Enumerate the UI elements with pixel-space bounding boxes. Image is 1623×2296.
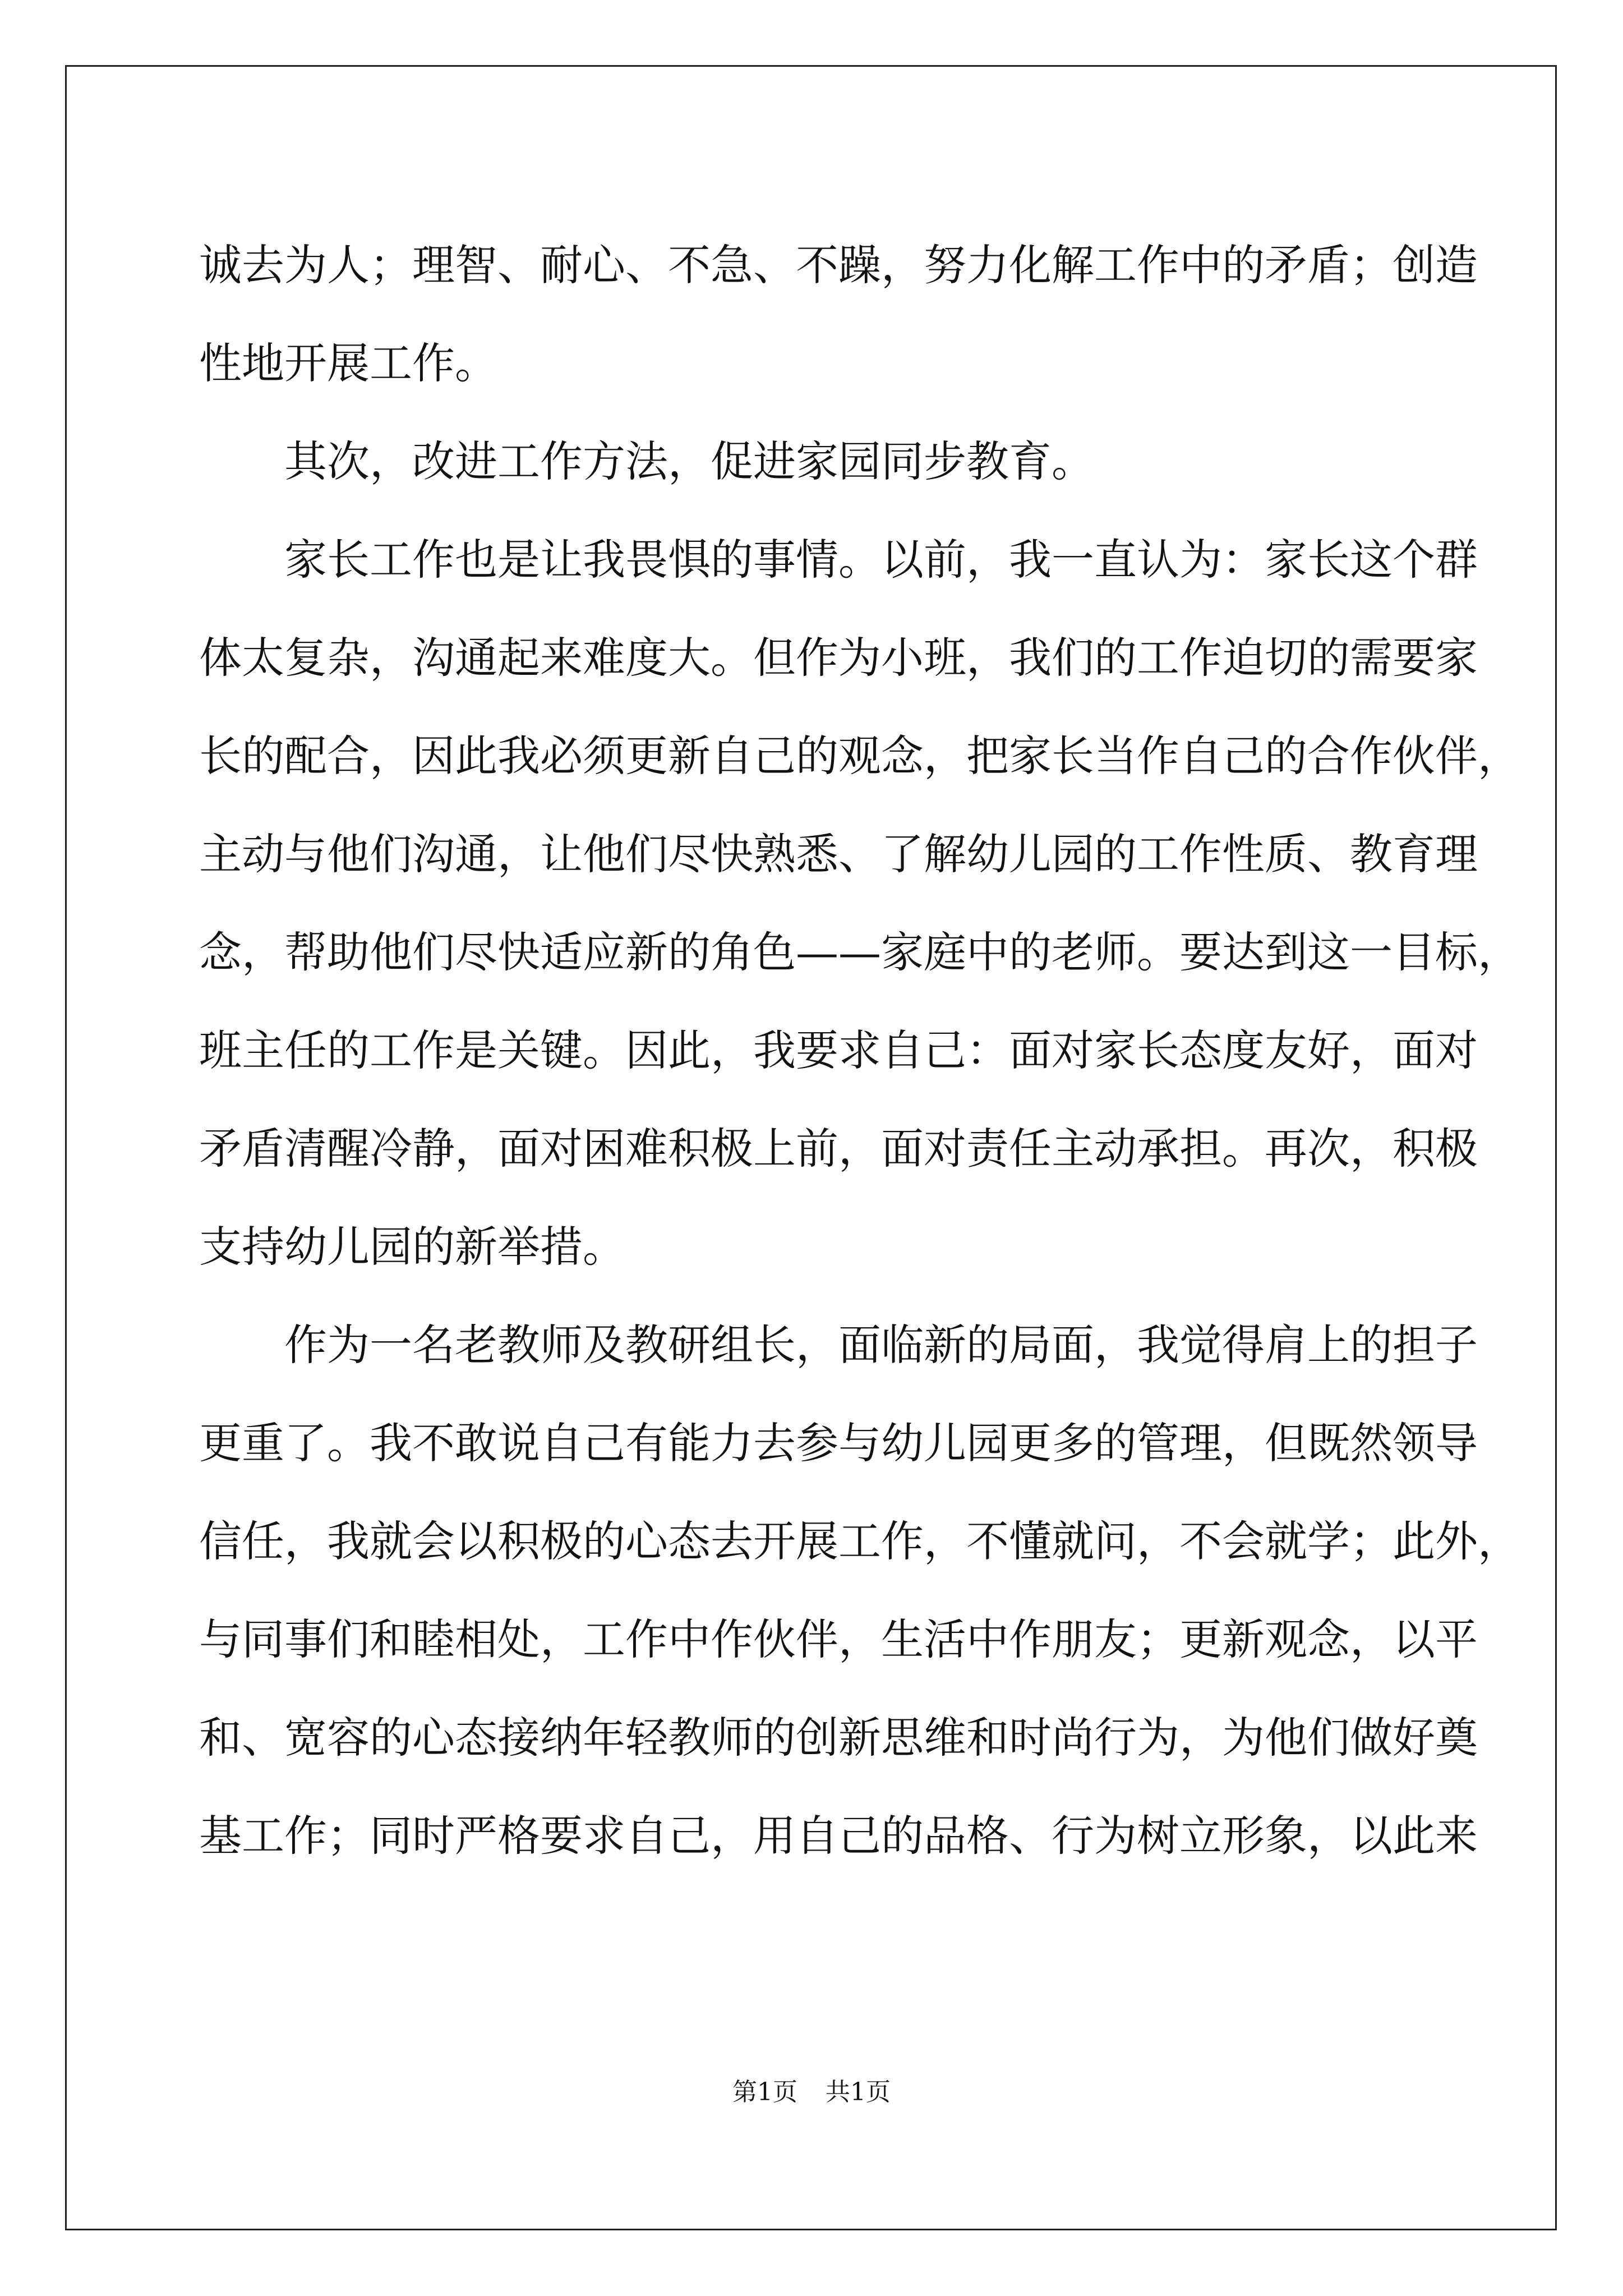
page-number: 第1页 (732, 2078, 797, 2106)
text-line: 性地开展工作。 (199, 338, 497, 388)
text-line: 念，帮助他们尽快适应新的角色——家庭中的老师。要达到这一目标， (199, 927, 1520, 977)
text-line: 家长工作也是让我畏惧的事情。以前，我一直认为：家长这个群 (284, 535, 1478, 585)
text-line: 与同事们和睦相处，工作中作伙伴，生活中作朋友；更新观念，以平 (199, 1614, 1478, 1664)
text-line: 班主任的工作是关键。因此，我要求自己：面对家长态度友好，面对 (199, 1025, 1478, 1075)
text-line: 作为一名老教师及教研组长，面临新的局面，我觉得肩上的担子 (284, 1320, 1478, 1370)
text-line: 支持幼儿园的新举措。 (199, 1222, 625, 1272)
document-body (199, 216, 1520, 1885)
page-footer (0, 2076, 1623, 2109)
text-line: 信任，我就会以积极的心态去开展工作，不懂就问，不会就学；此外， (199, 1516, 1520, 1566)
page-total: 共1页 (826, 2078, 891, 2106)
text-line: 体太复杂，沟通起来难度大。但作为小班，我们的工作迫切的需要家 (199, 633, 1478, 683)
text-line: 更重了。我不敢说自己有能力去参与幼儿园更多的管理，但既然领导 (199, 1418, 1478, 1468)
text-line: 基工作；同时严格要求自己，用自己的品格、行为树立形象，以此来 (199, 1811, 1478, 1861)
text-line: 矛盾清醒冷静，面对困难积极上前，面对责任主动承担。再次，积极 (199, 1124, 1478, 1174)
text-line: 长的配合，因此我必须更新自己的观念，把家长当作自己的合作伙伴， (199, 731, 1520, 781)
text-line: 主动与他们沟通，让他们尽快熟悉、了解幼儿园的工作性质、教育理 (199, 829, 1478, 879)
text-line: 和、宽容的心态接纳年轻教师的创新思维和时尚行为，为他们做好奠 (199, 1713, 1478, 1763)
text-line: 其次，改进工作方法，促进家园同步教育。 (284, 436, 1094, 486)
text-line: 诚去为人；理智、耐心、不急、不躁，努力化解工作中的矛盾；创造 (199, 240, 1478, 290)
